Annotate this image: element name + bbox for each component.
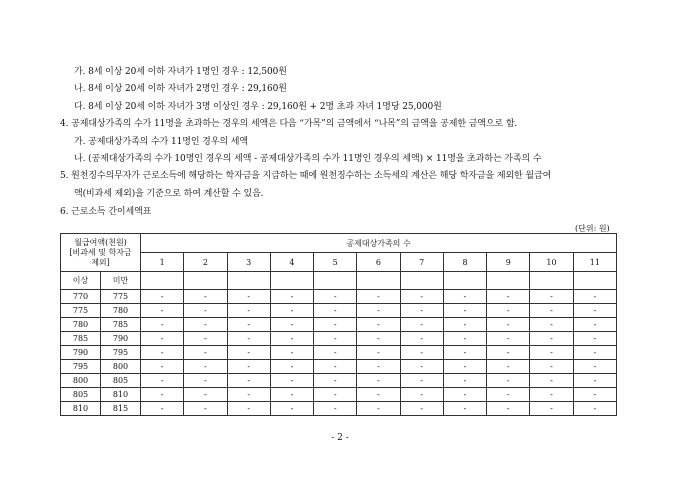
family-count-col-4: 4 xyxy=(270,253,313,272)
table-row xyxy=(61,374,617,388)
family-count-col-7: 7 xyxy=(400,253,443,272)
tax-amount-cell: - xyxy=(357,360,400,374)
tax-amount-cell: - xyxy=(357,346,400,360)
family-count-subheader-blank xyxy=(357,272,400,290)
tax-amount-cell: - xyxy=(443,304,486,318)
tax-amount-cell: - xyxy=(141,374,184,388)
family-count-subheader-blank xyxy=(400,272,443,290)
tax-amount-cell: - xyxy=(270,332,313,346)
family-count-subheader-blank xyxy=(314,272,357,290)
tax-amount-cell: - xyxy=(314,304,357,318)
monthly-salary-header-line3: 제외] xyxy=(91,257,110,267)
tax-amount-cell: - xyxy=(530,332,573,346)
tax-amount-cell: - xyxy=(487,332,530,346)
salary-from-cell: 770 xyxy=(61,290,101,304)
salary-to-cell: 775 xyxy=(101,290,141,304)
tax-amount-cell: - xyxy=(400,290,443,304)
salary-to-cell: 785 xyxy=(101,318,141,332)
salary-to-cell: 815 xyxy=(101,402,141,416)
tax-amount-cell: - xyxy=(400,402,443,416)
salary-to-cell: 800 xyxy=(101,360,141,374)
tax-amount-cell: - xyxy=(270,388,313,402)
tax-amount-cell: - xyxy=(314,388,357,402)
tax-amount-cell: - xyxy=(443,374,486,388)
tax-amount-cell: - xyxy=(227,318,270,332)
tax-amount-cell: - xyxy=(573,374,616,388)
tax-amount-cell: - xyxy=(573,388,616,402)
family-count-col-8: 8 xyxy=(443,253,486,272)
tax-amount-cell: - xyxy=(314,290,357,304)
tax-amount-cell: - xyxy=(487,402,530,416)
family-count-subheader-blank xyxy=(227,272,270,290)
tax-amount-cell: - xyxy=(487,318,530,332)
tax-amount-cell: - xyxy=(227,290,270,304)
tax-amount-cell: - xyxy=(530,290,573,304)
tax-amount-cell: - xyxy=(487,388,530,402)
tax-amount-cell: - xyxy=(573,360,616,374)
tax-amount-cell: - xyxy=(443,290,486,304)
family-count-subheader-blank xyxy=(487,272,530,290)
tax-amount-cell: - xyxy=(270,304,313,318)
salary-from-cell: 780 xyxy=(61,318,101,332)
unit-label: (단위: 원) xyxy=(575,224,610,233)
col-from-header: 이상 xyxy=(61,272,101,290)
family-count-col-2: 2 xyxy=(184,253,227,272)
table-row xyxy=(61,388,617,402)
family-count-col-11: 11 xyxy=(573,253,616,272)
tax-amount-cell: - xyxy=(314,374,357,388)
tax-amount-cell: - xyxy=(184,318,227,332)
tax-amount-cell: - xyxy=(357,332,400,346)
family-count-col-10: 10 xyxy=(530,253,573,272)
salary-from-cell: 795 xyxy=(61,360,101,374)
tax-amount-cell: - xyxy=(400,304,443,318)
tax-amount-cell: - xyxy=(270,346,313,360)
tax-amount-cell: - xyxy=(270,318,313,332)
item-na-two-children: 나. 8세 이상 20세 이하 자녀가 2명인 경우 : 29,160원 xyxy=(74,84,287,94)
tax-amount-cell: - xyxy=(184,374,227,388)
family-count-subheader-blank xyxy=(184,272,227,290)
salary-from-cell: 810 xyxy=(61,402,101,416)
tax-amount-cell: - xyxy=(141,318,184,332)
item-ga-one-child: 가. 8세 이상 20세 이하 자녀가 1명인 경우 : 12,500원 xyxy=(74,67,287,77)
family-count-subheader-blank xyxy=(141,272,184,290)
tax-amount-cell: - xyxy=(270,360,313,374)
monthly-salary-header-line1: 월급여액(천원) xyxy=(74,237,127,247)
tax-amount-cell: - xyxy=(314,346,357,360)
tax-amount-cell: - xyxy=(227,374,270,388)
tax-amount-cell: - xyxy=(573,318,616,332)
tax-amount-cell: - xyxy=(184,388,227,402)
tax-amount-cell: - xyxy=(573,346,616,360)
item-da-three-children: 다. 8세 이상 20세 이하 자녀가 3명 이상인 경우 : 29,160원 + 2명 초과 자녀 1명당 25,000원 xyxy=(74,102,442,112)
rule-4-item-na: 나. (공제대상가족의 수가 10명인 경우의 세액 - 공제대상가족의 수가 11명인 경우의 세액) × 11명을 초과하는 가족의 수 xyxy=(74,154,542,164)
tax-amount-cell: - xyxy=(530,388,573,402)
salary-to-cell: 805 xyxy=(101,374,141,388)
tax-amount-cell: - xyxy=(400,332,443,346)
page-number: - 2 - xyxy=(331,433,349,443)
salary-to-cell: 795 xyxy=(101,346,141,360)
tax-amount-cell: - xyxy=(400,346,443,360)
tax-amount-cell: - xyxy=(573,290,616,304)
salary-from-cell: 790 xyxy=(61,346,101,360)
rule-4-over-eleven: 4. 공제대상가족의 수가 11명을 초과하는 경우의 세액은 다음 “가목”의 금액에서 “나목”의 금액을 공제한 금액으로 함. xyxy=(60,119,518,129)
tax-amount-cell: - xyxy=(443,388,486,402)
table-row xyxy=(61,360,617,374)
tax-amount-cell: - xyxy=(530,346,573,360)
monthly-salary-header-line2: [비과세 및 학자금 xyxy=(69,247,132,257)
tax-amount-cell: - xyxy=(443,360,486,374)
tax-amount-cell: - xyxy=(227,304,270,318)
col-to-header: 미만 xyxy=(101,272,141,290)
tax-amount-cell: - xyxy=(573,402,616,416)
tax-amount-cell: - xyxy=(270,402,313,416)
tax-amount-cell: - xyxy=(270,374,313,388)
tax-amount-cell: - xyxy=(530,318,573,332)
tax-amount-cell: - xyxy=(487,304,530,318)
tax-amount-cell: - xyxy=(443,332,486,346)
salary-to-cell: 790 xyxy=(101,332,141,346)
tax-amount-cell: - xyxy=(184,402,227,416)
tax-amount-cell: - xyxy=(443,346,486,360)
family-count-col-9: 9 xyxy=(487,253,530,272)
tax-amount-cell: - xyxy=(141,304,184,318)
rule-4-item-ga: 가. 공제대상가족의 수가 11명인 경우의 세액 xyxy=(74,137,248,147)
tax-amount-cell: - xyxy=(400,318,443,332)
tax-amount-cell: - xyxy=(227,388,270,402)
tax-amount-cell: - xyxy=(141,402,184,416)
family-count-col-3: 3 xyxy=(227,253,270,272)
simplified-tax-table xyxy=(60,233,617,416)
tax-amount-cell: - xyxy=(184,360,227,374)
tax-amount-cell: - xyxy=(314,332,357,346)
tax-amount-cell: - xyxy=(184,304,227,318)
tax-amount-cell: - xyxy=(227,360,270,374)
family-count-subheader-blank xyxy=(443,272,486,290)
family-count-col-5: 5 xyxy=(314,253,357,272)
table-row xyxy=(61,332,617,346)
family-count-subheader-blank xyxy=(573,272,616,290)
table-row xyxy=(61,402,617,416)
tax-amount-cell: - xyxy=(530,402,573,416)
tax-amount-cell: - xyxy=(487,290,530,304)
tax-amount-cell: - xyxy=(141,388,184,402)
family-count-header: 공제대상가족의 수 xyxy=(141,234,617,253)
section-6-title: 6. 근로소득 간이세액표 xyxy=(60,207,152,217)
tax-amount-cell: - xyxy=(530,360,573,374)
tax-amount-cell: - xyxy=(573,332,616,346)
family-count-col-1: 1 xyxy=(141,253,184,272)
tax-amount-cell: - xyxy=(357,290,400,304)
table-row xyxy=(61,304,617,318)
rule-5-tuition: 5. 원천징수의무자가 근로소득에 해당하는 학자금을 지급하는 때에 원천징수하는 소득세의 계산은 해당 학자금을 제외한 월급여 xyxy=(60,171,552,181)
monthly-salary-header xyxy=(61,234,141,272)
table-row xyxy=(61,318,617,332)
tax-amount-cell: - xyxy=(530,374,573,388)
tax-amount-cell: - xyxy=(400,388,443,402)
salary-from-cell: 805 xyxy=(61,388,101,402)
tax-amount-cell: - xyxy=(357,304,400,318)
tax-amount-cell: - xyxy=(314,318,357,332)
tax-amount-cell: - xyxy=(487,374,530,388)
family-count-col-6: 6 xyxy=(357,253,400,272)
tax-amount-cell: - xyxy=(443,318,486,332)
family-count-subheader-blank xyxy=(270,272,313,290)
salary-from-cell: 785 xyxy=(61,332,101,346)
tax-amount-cell: - xyxy=(141,332,184,346)
tax-amount-cell: - xyxy=(184,290,227,304)
tax-amount-cell: - xyxy=(227,332,270,346)
salary-to-cell: 810 xyxy=(101,388,141,402)
tax-amount-cell: - xyxy=(227,402,270,416)
tax-amount-cell: - xyxy=(270,290,313,304)
tax-amount-cell: - xyxy=(530,304,573,318)
tax-amount-cell: - xyxy=(357,402,400,416)
tax-amount-cell: - xyxy=(357,388,400,402)
tax-amount-cell: - xyxy=(573,304,616,318)
salary-from-cell: 800 xyxy=(61,374,101,388)
tax-amount-cell: - xyxy=(314,402,357,416)
tax-amount-cell: - xyxy=(357,318,400,332)
table-row xyxy=(61,346,617,360)
tax-amount-cell: - xyxy=(141,290,184,304)
tax-amount-cell: - xyxy=(227,346,270,360)
salary-from-cell: 775 xyxy=(61,304,101,318)
family-count-subheader-blank xyxy=(530,272,573,290)
tax-amount-cell: - xyxy=(487,360,530,374)
salary-to-cell: 780 xyxy=(101,304,141,318)
tax-amount-cell: - xyxy=(400,360,443,374)
tax-amount-cell: - xyxy=(141,346,184,360)
rule-5-continued: 액(비과세 제외)을 기준으로 하여 계산할 수 있음. xyxy=(74,189,264,199)
tax-amount-cell: - xyxy=(314,360,357,374)
tax-amount-cell: - xyxy=(400,374,443,388)
tax-amount-cell: - xyxy=(357,374,400,388)
tax-amount-cell: - xyxy=(443,402,486,416)
table-row xyxy=(61,290,617,304)
tax-amount-cell: - xyxy=(184,332,227,346)
tax-amount-cell: - xyxy=(141,360,184,374)
tax-amount-cell: - xyxy=(184,346,227,360)
tax-amount-cell: - xyxy=(487,346,530,360)
